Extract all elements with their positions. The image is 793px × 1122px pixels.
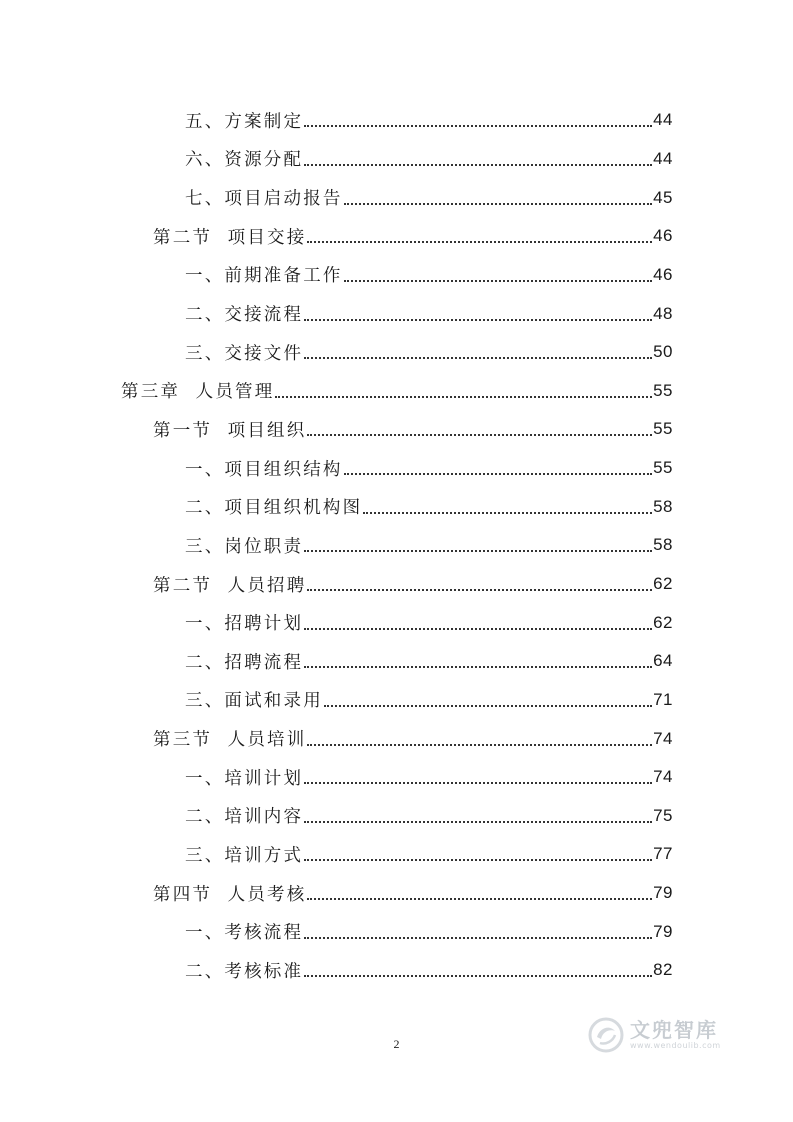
toc-page-number: 44 (653, 148, 673, 168)
toc-dot-leader (304, 859, 652, 861)
toc-dot-leader (304, 125, 652, 127)
toc-page-number: 74 (653, 728, 673, 748)
toc-entry[interactable] (0, 371, 793, 410)
toc-entry-title: 三、面试和录用 (185, 691, 323, 712)
toc-entry-title: 一、培训计划 (185, 768, 304, 789)
toc-dot-leader (307, 744, 652, 746)
toc-dot-leader (304, 357, 652, 359)
toc-entry-title: 二、培训内容 (185, 807, 304, 828)
toc-dot-leader (304, 666, 652, 668)
toc-dot-leader (304, 550, 652, 552)
toc-entry[interactable] (0, 719, 793, 758)
toc-entry-title: 三、交接文件 (185, 343, 304, 364)
toc-dot-leader (307, 589, 652, 591)
toc-dot-leader (304, 975, 652, 977)
toc-entry-title: 三、岗位职责 (185, 536, 304, 557)
toc-entry-title: 一、考核流程 (185, 923, 304, 944)
toc-page-number: 82 (653, 960, 673, 980)
toc-page-number: 48 (653, 303, 673, 323)
table-of-contents (0, 101, 793, 990)
toc-page-number: 71 (653, 689, 673, 709)
toc-entry[interactable] (0, 603, 793, 642)
toc-page-number: 62 (653, 574, 673, 593)
toc-page-number: 50 (653, 342, 673, 362)
toc-entry-title: 第二节 人员招聘 (153, 575, 307, 596)
toc-entry[interactable] (0, 217, 793, 256)
toc-page-number: 55 (653, 419, 673, 439)
toc-dot-leader (304, 821, 652, 823)
toc-entry-title: 第二节 项目交接 (153, 227, 307, 248)
toc-entry-title: 二、考核标准 (185, 961, 304, 982)
toc-page-number: 74 (653, 767, 673, 787)
toc-dot-leader (304, 319, 652, 321)
toc-entry[interactable] (0, 835, 793, 874)
toc-dot-leader (344, 203, 652, 205)
toc-page-number: 45 (653, 187, 673, 207)
toc-entry-title: 第三章 人员管理 (121, 382, 275, 403)
toc-entry-title: 第四节 人员考核 (153, 884, 307, 905)
toc-page-number: 62 (653, 612, 673, 632)
watermark-brand: 文兜智库 (630, 1018, 718, 1042)
toc-page-number: 55 (653, 380, 673, 400)
toc-page-number: 79 (653, 921, 673, 941)
toc-entry[interactable] (0, 449, 793, 488)
toc-page-number: 44 (653, 110, 673, 130)
toc-dot-leader (307, 241, 652, 243)
toc-page-number: 58 (653, 496, 673, 516)
watermark-text (630, 1019, 721, 1051)
toc-page-number: 55 (653, 458, 673, 478)
toc-entry[interactable] (0, 410, 793, 449)
toc-page-number: 79 (653, 883, 673, 903)
toc-entry[interactable] (0, 178, 793, 217)
toc-entry-title: 一、项目组织结构 (185, 459, 343, 480)
toc-entry-title: 二、招聘流程 (185, 652, 304, 673)
toc-page-number: 46 (653, 226, 673, 246)
toc-dot-leader (307, 434, 652, 436)
toc-page-number: 75 (653, 805, 673, 825)
toc-dot-leader (324, 705, 652, 707)
toc-entry[interactable] (0, 912, 793, 951)
toc-entry[interactable] (0, 797, 793, 836)
toc-entry-title: 二、交接流程 (185, 305, 304, 326)
toc-page-number: 77 (653, 844, 673, 864)
toc-entry[interactable] (0, 642, 793, 681)
toc-entry[interactable] (0, 487, 793, 526)
toc-entry-title: 第三节 人员培训 (153, 730, 307, 751)
toc-page-number: 46 (653, 264, 673, 284)
toc-entry[interactable] (0, 140, 793, 179)
toc-entry[interactable] (0, 565, 793, 604)
toc-entry[interactable] (0, 874, 793, 913)
toc-entry-title: 第一节 项目组织 (153, 420, 307, 441)
toc-dot-leader (304, 164, 652, 166)
watermark-url: www.wendoulib.com (630, 1041, 721, 1050)
toc-entry-title: 六、资源分配 (185, 150, 304, 171)
toc-entry-title: 二、项目组织机构图 (185, 498, 363, 519)
toc-dot-leader (304, 782, 652, 784)
toc-entry-title: 七、项目启动报告 (185, 189, 343, 210)
toc-dot-leader (344, 280, 652, 282)
toc-entry[interactable] (0, 681, 793, 720)
watermark (588, 1017, 721, 1053)
page-number: 2 (393, 1037, 400, 1051)
toc-page-number: 58 (653, 535, 673, 555)
toc-entry[interactable] (0, 256, 793, 295)
toc-entry-title: 一、前期准备工作 (185, 266, 343, 287)
toc-entry[interactable] (0, 101, 793, 140)
toc-entry-title: 三、培训方式 (185, 845, 304, 866)
toc-entry[interactable] (0, 294, 793, 333)
toc-entry[interactable] (0, 758, 793, 797)
toc-entry[interactable] (0, 526, 793, 565)
wendou-logo-icon (588, 1017, 624, 1053)
toc-page-number: 64 (653, 651, 673, 671)
toc-entry-title: 一、招聘计划 (185, 614, 304, 635)
toc-dot-leader (344, 473, 652, 475)
toc-dot-leader (307, 898, 652, 900)
toc-dot-leader (275, 396, 652, 398)
toc-dot-leader (304, 937, 652, 939)
toc-dot-leader (304, 628, 652, 630)
toc-dot-leader (363, 512, 652, 514)
toc-entry-title: 五、方案制定 (185, 111, 304, 132)
toc-entry[interactable] (0, 951, 793, 990)
toc-entry[interactable] (0, 333, 793, 372)
